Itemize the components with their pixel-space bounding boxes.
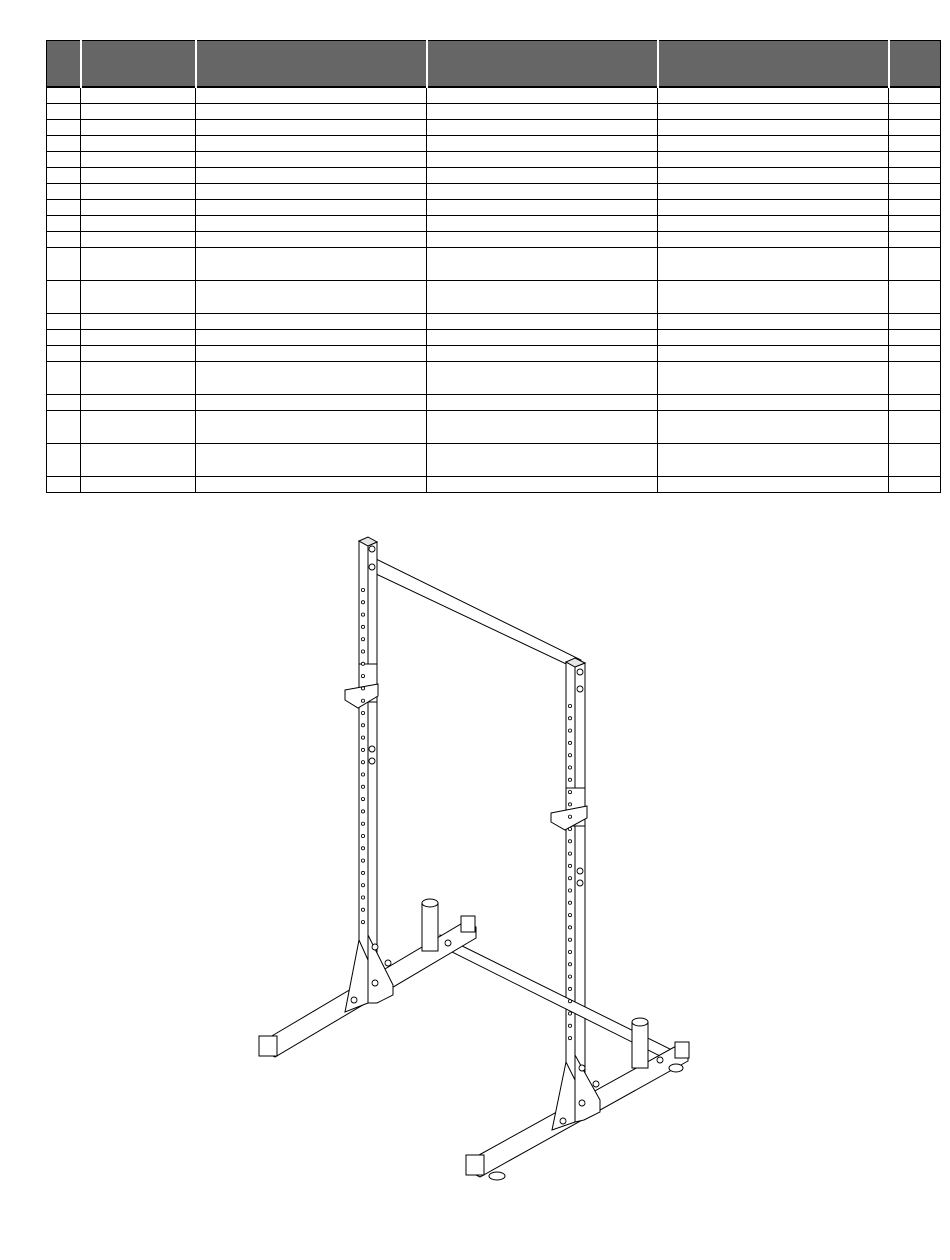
table-cell [196, 152, 427, 168]
table-cell [889, 248, 941, 281]
table-cell [81, 281, 196, 314]
squat-rack-illustration [0, 520, 950, 1260]
upright-hole [568, 1012, 571, 1015]
table-cell [427, 330, 658, 346]
right-gusset-front [575, 1055, 600, 1122]
column-header [196, 41, 427, 88]
table-cell [47, 232, 81, 248]
upright-hole [361, 625, 364, 628]
table-cell [47, 444, 81, 477]
upright-hole [361, 773, 364, 776]
table-cell [658, 216, 889, 232]
table-cell [889, 232, 941, 248]
table-cell [196, 444, 427, 477]
table-cell [427, 346, 658, 362]
upright-hole [568, 950, 571, 953]
upright-hole [568, 754, 571, 757]
upright-hole [361, 736, 364, 739]
upright-hole [361, 601, 364, 604]
upright-hole [568, 901, 571, 904]
table-cell [427, 444, 658, 477]
table-cell [81, 216, 196, 232]
table-cell [427, 104, 658, 120]
table-cell [196, 477, 427, 493]
table-cell [658, 395, 889, 411]
table-cell [889, 330, 941, 346]
table-row [47, 362, 941, 395]
table-cell [196, 87, 427, 104]
upright-hole [361, 822, 364, 825]
table-cell [81, 330, 196, 346]
table-cell [47, 120, 81, 136]
table-cell [196, 216, 427, 232]
table-cell [889, 216, 941, 232]
table-row [47, 444, 941, 477]
table-row [47, 248, 941, 281]
table-cell [81, 104, 196, 120]
upright-hole [568, 877, 571, 880]
upright-hole [361, 884, 364, 887]
left-weight-post [422, 899, 438, 951]
upright-hole [568, 1037, 571, 1040]
table-cell [81, 120, 196, 136]
table-cell [658, 136, 889, 152]
table-body [47, 87, 941, 493]
table-cell [47, 168, 81, 184]
table-cell [427, 362, 658, 395]
upright-hole [568, 864, 571, 867]
table-cell [196, 346, 427, 362]
table-cell [47, 346, 81, 362]
table-cell [47, 314, 81, 330]
table-cell [196, 281, 427, 314]
table-cell [427, 314, 658, 330]
table-cell [47, 477, 81, 493]
upright-hole [361, 711, 364, 714]
table-cell [427, 136, 658, 152]
anchor-tab-rear [669, 1064, 683, 1072]
column-header [658, 41, 889, 88]
table-cell [196, 120, 427, 136]
table-cell [196, 232, 427, 248]
table-cell [47, 330, 81, 346]
column-header [427, 41, 658, 88]
upright-hole [568, 840, 571, 843]
upright-hole [361, 662, 364, 665]
upright-hole [361, 748, 364, 751]
upright-hole [361, 761, 364, 764]
table-cell [81, 248, 196, 281]
right-foot-cap [466, 1155, 484, 1175]
left-upright-side [359, 541, 368, 1000]
table-cell [47, 411, 81, 444]
table-cell [47, 184, 81, 200]
upright-hole [361, 724, 364, 727]
upright-hole [568, 827, 571, 830]
table-cell [427, 477, 658, 493]
table-cell [427, 248, 658, 281]
table-cell [81, 152, 196, 168]
upright-hole [361, 871, 364, 874]
table-cell [889, 395, 941, 411]
upright-hole [568, 717, 571, 720]
upright-hole [361, 699, 364, 702]
right-j-hook [551, 788, 587, 830]
table-cell [658, 444, 889, 477]
upright-hole [568, 852, 571, 855]
table-cell [81, 87, 196, 104]
table-cell [889, 346, 941, 362]
table-cell [889, 168, 941, 184]
table-cell [81, 362, 196, 395]
upright-hole [568, 1000, 571, 1003]
right-upright-front [575, 663, 585, 1120]
table-cell [427, 216, 658, 232]
table-cell [427, 168, 658, 184]
upright-hole [361, 834, 364, 837]
table-row [47, 216, 941, 232]
table-cell [196, 314, 427, 330]
table-cell [47, 87, 81, 104]
table-cell [81, 444, 196, 477]
column-header [889, 41, 941, 88]
table-cell [196, 184, 427, 200]
table-cell [427, 120, 658, 136]
table-cell [889, 120, 941, 136]
table-cell [47, 281, 81, 314]
table-cell [81, 184, 196, 200]
upright-hole [361, 908, 364, 911]
table-cell [658, 87, 889, 104]
upright-hole [361, 921, 364, 924]
table-cell [889, 444, 941, 477]
table-cell [658, 314, 889, 330]
top-crossbar [374, 558, 581, 671]
table-row [47, 184, 941, 200]
table-row [47, 395, 941, 411]
table-cell [47, 200, 81, 216]
left-foot-cap [259, 1036, 277, 1056]
table-cell [427, 281, 658, 314]
upright-hole [361, 810, 364, 813]
table-row [47, 346, 941, 362]
table-cell [889, 362, 941, 395]
table-row [47, 120, 941, 136]
upright-hole [361, 650, 364, 653]
upright-hole [568, 766, 571, 769]
table-row [47, 477, 941, 493]
table-cell [196, 411, 427, 444]
table-cell [47, 136, 81, 152]
anchor-tab-front [489, 1172, 505, 1180]
upright-hole [568, 815, 571, 818]
table-cell [196, 104, 427, 120]
table-cell [196, 395, 427, 411]
table-cell [81, 395, 196, 411]
upright-hole [361, 675, 364, 678]
table-cell [196, 200, 427, 216]
table-cell [47, 362, 81, 395]
table-cell [47, 152, 81, 168]
table-cell [427, 232, 658, 248]
table-cell [81, 136, 196, 152]
upright-hole [361, 896, 364, 899]
table-cell [47, 248, 81, 281]
table-cell [658, 330, 889, 346]
table-cell [81, 168, 196, 184]
upright-hole [568, 729, 571, 732]
table-row [47, 152, 941, 168]
table-cell [658, 362, 889, 395]
table-cell [658, 104, 889, 120]
column-header [81, 41, 196, 88]
upright-hole [361, 638, 364, 641]
table-header-row [47, 41, 941, 88]
upright-hole [361, 613, 364, 616]
table-cell [427, 411, 658, 444]
table-cell [196, 330, 427, 346]
upright-hole [568, 889, 571, 892]
table-cell [427, 87, 658, 104]
table-cell [658, 120, 889, 136]
table-row [47, 168, 941, 184]
table-cell [47, 216, 81, 232]
table-cell [658, 411, 889, 444]
table-cell [196, 362, 427, 395]
table-row [47, 281, 941, 314]
table-cell [427, 200, 658, 216]
upright-hole [361, 847, 364, 850]
table-cell [889, 411, 941, 444]
table-cell [889, 136, 941, 152]
table-cell [658, 168, 889, 184]
upright-hole [568, 791, 571, 794]
table-cell [81, 411, 196, 444]
table-cell [81, 477, 196, 493]
table-cell [889, 200, 941, 216]
left-foot-cap-rear [461, 916, 475, 932]
table-row [47, 104, 941, 120]
upright-hole [568, 975, 571, 978]
upright-hole [568, 938, 571, 941]
table-row [47, 232, 941, 248]
table-cell [889, 87, 941, 104]
upright-hole [568, 914, 571, 917]
upright-hole [568, 1024, 571, 1027]
table-cell [658, 477, 889, 493]
parts-list-table [46, 40, 941, 493]
table-cell [658, 184, 889, 200]
column-header [47, 41, 81, 88]
table-cell [889, 184, 941, 200]
table-cell [47, 104, 81, 120]
upright-hole [361, 687, 364, 690]
table-cell [81, 346, 196, 362]
upright-hole [361, 785, 364, 788]
upright-hole [361, 859, 364, 862]
right-foot-cap-rear [675, 1042, 689, 1058]
table-cell [196, 248, 427, 281]
upright-hole [568, 926, 571, 929]
upright-hole [568, 741, 571, 744]
upright-hole [568, 803, 571, 806]
upright-hole [361, 588, 364, 591]
table-cell [81, 232, 196, 248]
table-row [47, 200, 941, 216]
table-cell [81, 200, 196, 216]
table-cell [658, 232, 889, 248]
table-cell [658, 200, 889, 216]
table-cell [427, 395, 658, 411]
table-cell [658, 281, 889, 314]
table-cell [427, 152, 658, 168]
table-row [47, 87, 941, 104]
table-cell [427, 184, 658, 200]
table-row [47, 136, 941, 152]
table-cell [889, 104, 941, 120]
table-cell [889, 281, 941, 314]
table-cell [889, 152, 941, 168]
table-cell [196, 136, 427, 152]
table-cell [889, 314, 941, 330]
upright-hole [568, 778, 571, 781]
table-row [47, 330, 941, 346]
upright-hole [568, 987, 571, 990]
table-cell [196, 168, 427, 184]
table-cell [47, 395, 81, 411]
upright-hole [568, 704, 571, 707]
table-cell [81, 314, 196, 330]
table-cell [889, 477, 941, 493]
table-row [47, 314, 941, 330]
right-weight-post [632, 1018, 648, 1068]
table-cell [658, 248, 889, 281]
upright-hole [361, 798, 364, 801]
table-cell [658, 346, 889, 362]
table-row [47, 411, 941, 444]
left-upright-front [368, 542, 377, 1000]
upright-hole [568, 963, 571, 966]
table-cell [658, 152, 889, 168]
